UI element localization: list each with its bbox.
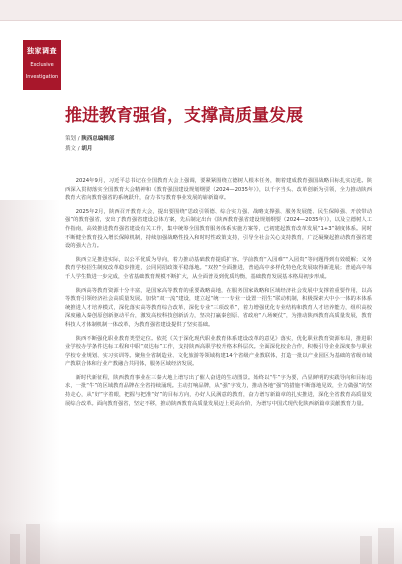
header-band bbox=[0, 0, 402, 20]
planner-line bbox=[65, 134, 114, 142]
paragraph: 陕西高等教育资源十分丰富，是国家高等教育的重要战略高地，在服务国家战略和区域经济社会发展中支撑着重要作用，以高等教育引领经济社会高质量发展。加快“双一流”建设，建立起“统一一专业一设置一招生”联动机制，积极探索大中小一体的本体系统推进人才培养模式，深化落实高等教育综合改革，深化专业“三项改革”，着力增强优化专业结构和教育人才培养能力，组织高校深度融入秦创原创新驱动平台，激发高校科技创新活力，坚决打赢秦创原、省政府“八场硬仗”，为推动陕西教育高质量发展，教育科技人才体制机制一体改革，为教育强省建设提供了坚实基础。 bbox=[65, 287, 372, 328]
building-silhouette bbox=[26, 524, 40, 564]
article-body bbox=[65, 177, 372, 408]
side-decoration bbox=[0, 200, 60, 564]
section-badge bbox=[23, 40, 61, 90]
planner-name: 陕西总编辑部 bbox=[81, 136, 115, 142]
paragraph: 新时代新征程，陕西教育事业在三秦大地上谱写出了催人奋进的生动图景。始终以“牛”字为要，凸显鲜明的实践导向和目标追求，一批“牛”的区域教育品牌在全省持续涌现。主动打响品牌，从“强”字发力，推动各地“强”的措施不断落地见效，全力做强”的坚持走心，从“好”字着眼，把握与把准“好”的目标方向，办好人民满意的教育，奋力谱写新篇章的扎实推进，深化全省教育高质量发展综合改革。面向教育强省，坚定不移，推动陕西教育高质量发展迈上更高台阶，为谱写中国式现代化陕西新篇章贡献教育力量。 bbox=[65, 374, 372, 407]
building-silhouette bbox=[360, 536, 372, 564]
building-silhouette bbox=[378, 528, 394, 564]
paragraph: 2024年9月，习近平总书记在全国教育大会上强调，要紧紧围绕立德树人根本任务，朝着建成教育强国战略目标扎实迈进。陕西深入贯彻落实全国教育大会精神和《教育强国建设规划纲要（2024—2035年）》，以千字当头、改革创新为引领，全力推动陕西教育大省向教育强省的系统跃升，奋力书写教育事业发展的崭新篇章。 bbox=[65, 178, 372, 202]
header-divider bbox=[0, 20, 402, 21]
article-title: 推进教育强省，支撑高质量发展 bbox=[65, 106, 303, 126]
badge-subtitle-1: Exclusive bbox=[30, 62, 54, 68]
paragraph: 陕西不断强化职业教育类型定位。依托《关于深化现代职业教育体系建设改革的意见》落实，优化职业教育资源布局，推进职业学校办学条件达标工程和中职“双达标”工作，支持陕西高职学校升格本科层次。全面深化校企合作，积极引导企业深度参与职业学校专业规划、实习实训等。聚焦全省制造业、文化旅游等领域构建14个省级产业教联体，打造一批以产业园区为基础的省级市域产教联合体和行业产教融合共同体，服务区域经济发展。 bbox=[65, 335, 372, 368]
writer-line bbox=[65, 144, 92, 152]
badge-subtitle-2: Investigation bbox=[25, 74, 59, 80]
planner-label: 策划 / bbox=[65, 136, 82, 142]
footer-illustration bbox=[0, 520, 402, 564]
writer-label: 撰文 / bbox=[65, 146, 82, 152]
badge-title: 独家调查 bbox=[27, 47, 57, 55]
paragraph: 陕西立足推进实际，以公平优质为导向，着力推动基础教育提质扩容。学前教育“入园难”“入园贵”等问题得到有效缓解；义务教育学校招生制度改革稳步推进，公同同招政策平稳落地。“双控”全面推进，普通高中多样化特色化发展取得新进展；普通高中每千人学生数进一步完成，全省基础教育规模不断扩大，从全面普及到优质均衡，基础教育发展基本格局初步形成。 bbox=[65, 256, 372, 280]
writer-name: 胡月 bbox=[81, 146, 93, 152]
building-silhouette bbox=[10, 534, 20, 564]
paragraph: 2025年2月，陕西召开教育大会，提出要围绕“思政引领德、综合实力强、战略支撑强、服务发展能、民生保障强、开放带动强”的教育强省，安出了教育强省建设总体方案，先后制定出台《陕西教育强省建设规划纲要（2024—2035年）》，以及立德树人工作指南，高效推进教育强省建设有关工作，集中统筹全国教育服务体系实施方案等，已初建起教育改革发展“1+3”制度体系。同时不断健全教育投入增长保障机制，持续加强战略性投入和时时性政策支持，引导全社会关心支持教育，广泛凝聚起推动教育强省建设的强大合力。 bbox=[65, 208, 372, 250]
